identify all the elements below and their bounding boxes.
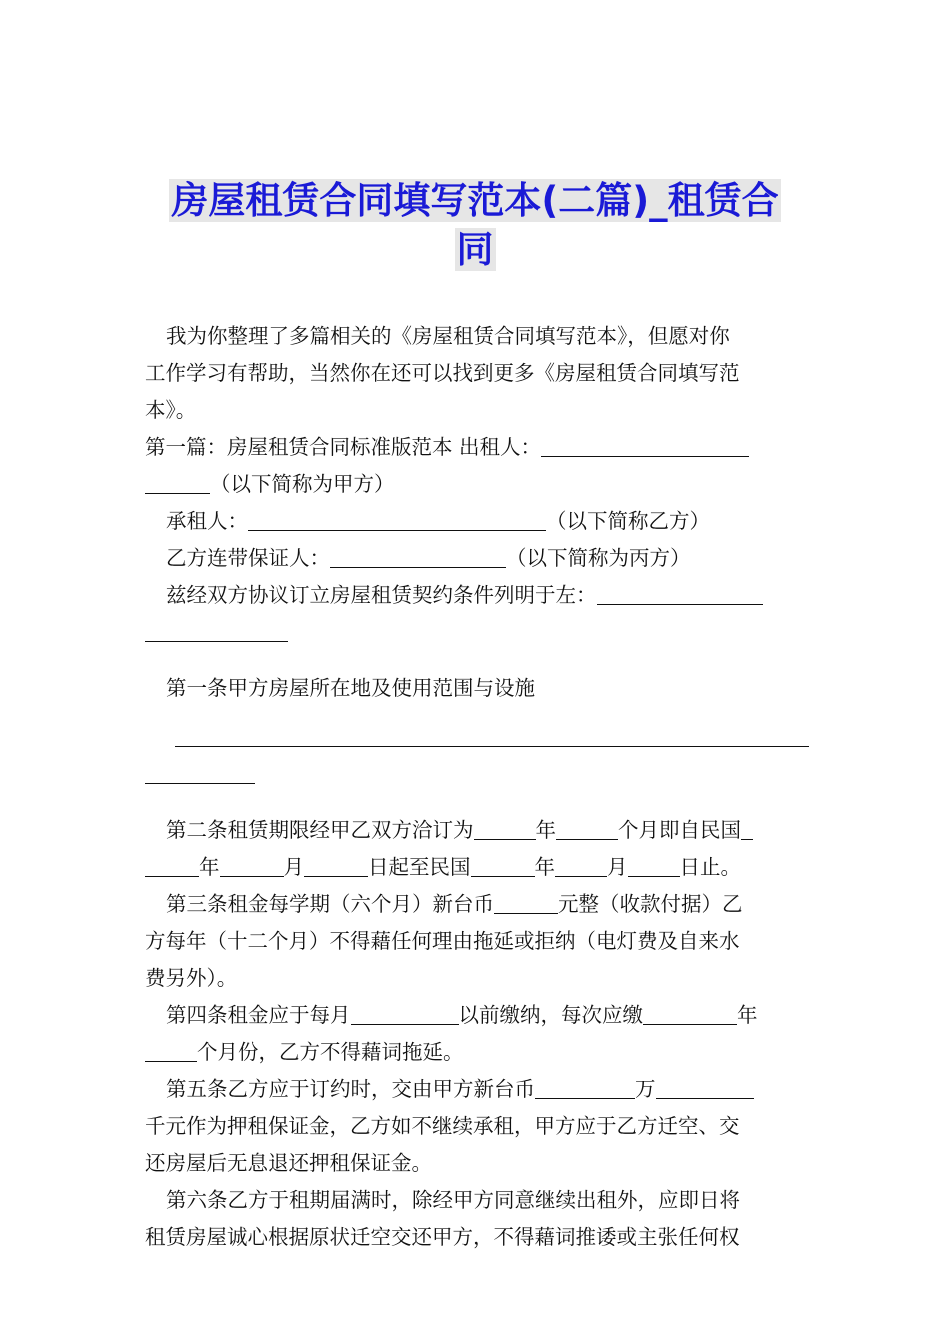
intro-line-1: 我为你整理了多篇相关的《房屋租赁合同填写范本》，但愿对你 [166, 324, 730, 348]
due-day-blank [351, 1004, 459, 1025]
article-1-heading: 第一条甲方房屋所在地及使用范围与设施 [166, 676, 535, 700]
article-3-line-1: 第三条租金每学期（六个月）新台币 元整（收款付据）乙 [166, 892, 743, 916]
lessor-line-cont: （以下简称为甲方） [145, 466, 809, 503]
document-body [145, 318, 809, 1256]
title-line-2 [0, 225, 950, 274]
article-6-line-2: 租赁房屋诚心根据原状迁空交还甲方，不得藉词推诿或主张任何权 [145, 1225, 740, 1249]
agreement-blank-cont [145, 621, 288, 642]
document-title [0, 176, 950, 274]
end-year-blank [471, 856, 535, 877]
article-2-line-2: 年 月 日起至民国 年 月 日止。 [145, 849, 809, 886]
deposit-wan-blank [535, 1078, 635, 1099]
lessor-blank [541, 436, 749, 457]
payment-months-blank [145, 1041, 197, 1062]
article-3-line-2: 方每年（十二个月）不得藉任何理由拖延或拒纳（电灯费及自来水 [145, 929, 740, 953]
deposit-qian-blank [656, 1078, 754, 1099]
end-day-blank [628, 856, 680, 877]
start-year-blank [741, 819, 753, 840]
lessee-line: 承租人： （以下简称乙方） [166, 509, 710, 533]
payment-years-blank [643, 1004, 737, 1025]
title-line-1 [0, 176, 950, 225]
start-year-blank-cont [145, 856, 199, 877]
end-month-blank [555, 856, 607, 877]
article-1-blank-line [145, 719, 809, 756]
lessor-blank-cont [145, 473, 210, 494]
intro-line-3: 本》。 [145, 398, 197, 422]
article-6-line-1: 第六条乙方于租期届满时，除经甲方同意继续出租外，应即日将 [166, 1188, 740, 1212]
article-5-line-1: 第五条乙方应于订约时，交由甲方新台币 万 [145, 1071, 809, 1108]
start-day-blank [304, 856, 368, 877]
guarantor-blank [330, 547, 506, 568]
agreement-line-cont [145, 614, 809, 651]
agreement-blank [597, 584, 763, 605]
term-months-blank [556, 819, 618, 840]
title-text-1: 房屋租赁合同填写范本(二篇)_租赁合 [171, 179, 779, 222]
start-month-blank [220, 856, 284, 877]
lessee-blank [248, 510, 546, 531]
guarantor-line: 乙方连带保证人： （以下简称为丙方） [166, 546, 691, 570]
rent-amount-blank [494, 893, 558, 914]
article-2-line-1: 第二条租赁期限经甲乙双方洽订为 年 个月即自民国 [145, 812, 809, 849]
title-text-2: 同 [456, 228, 494, 271]
article-4-line-2: 个月份，乙方不得藉词拖延。 [145, 1034, 809, 1071]
agreement-line: 兹经双方协议订立房屋租赁契约条件列明于左： [145, 577, 809, 614]
article-3-line-3: 费另外）。 [145, 966, 238, 990]
term-years-blank [474, 819, 536, 840]
article-1-blank-cont [145, 763, 255, 784]
intro-line-2: 工作学习有帮助，当然你在还可以找到更多《房屋租赁合同填写范 [145, 361, 740, 385]
article-1-blank-line-cont [145, 756, 809, 793]
lessor-line: 第一篇：房屋租赁合同标准版范本 出租人： [145, 429, 809, 466]
article-4-line-1: 第四条租金应于每月 以前缴纳，每次应缴 年 [166, 1003, 758, 1027]
article-5-line-2: 千元作为押租保证金，乙方如不继续承租，甲方应于乙方迁空、交 [145, 1114, 740, 1138]
article-5-line-3: 还房屋后无息退还押租保证金。 [145, 1151, 432, 1175]
article-1-blank [175, 726, 809, 747]
